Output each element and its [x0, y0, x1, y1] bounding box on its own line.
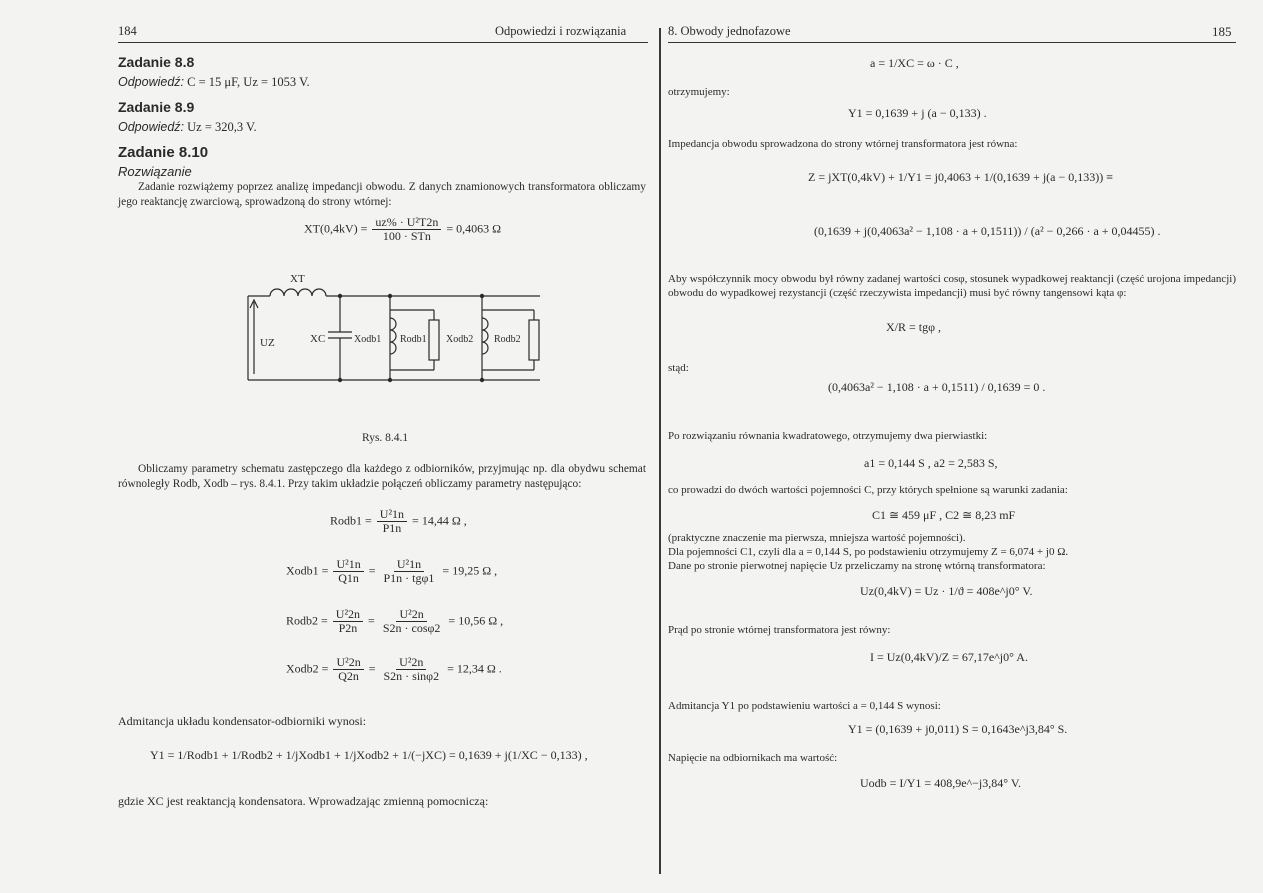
eq-x1-fraction-b [380, 558, 437, 585]
left-page-number: 184 [118, 24, 137, 38]
load1-resistor [429, 320, 439, 360]
label-xodb1: Xodb1 [354, 334, 382, 345]
eq-r1-num: U²1n [377, 508, 407, 522]
right-running-head: 8. Obwody jednofazowe [668, 24, 791, 38]
eq-x1-fraction-a [333, 558, 363, 585]
intro-paragraph: Zadanie rozwiążemy poprzez analizę impedancji obwodu. Z danych znamionowych transformatora obliczamy jego reaktancję zwarciową, sprowadzoną do strony wtórnej: [118, 181, 646, 208]
circuit-diagram [240, 262, 560, 402]
load2-resistor [529, 320, 539, 360]
figure-caption: Rys. 8.4.1 [362, 432, 409, 444]
load1-inductor [390, 318, 396, 354]
eq-x1-num1: U²1n [333, 558, 363, 572]
eq-r2-eq: = [368, 613, 375, 628]
equation-x1 [286, 558, 497, 585]
node-load1-top [388, 294, 392, 298]
equation-x2 [286, 656, 502, 683]
equation-y1-a: Y1 = 0,1639 + j (a − 0,133) . [848, 106, 987, 120]
label-xodb2: Xodb2 [446, 334, 474, 345]
eq-r1-result: = 14,44 Ω , [412, 513, 467, 528]
inductor-xt [270, 289, 326, 296]
task-8-9-title: Zadanie 8.9 [118, 99, 195, 115]
eq-xt-num: uz% · U²T2n [372, 216, 441, 230]
equation-z-line1: Z = jXT(0,4kV) + 1/Y1 = j0,4063 + 1/(0,1639 + j(a − 0,133)) ≡ [808, 170, 1114, 184]
equation-capacitances: C1 ≅ 459 μF , C2 ≅ 8,23 mF [872, 508, 1016, 522]
right-page [664, 0, 1263, 893]
eq-x1-eq: = [368, 563, 376, 578]
task-8-10-title: Zadanie 8.10 [118, 144, 209, 161]
answer-label: Odpowiedź: [118, 120, 185, 134]
eq-x1-result: = 19,25 Ω , [442, 563, 498, 578]
eq-x1-num2: U²1n [394, 558, 424, 572]
text-prad: Prąd po stronie wtórnej transformatora jest równy: [668, 624, 891, 636]
eq-r2-den1: P2n [338, 621, 358, 635]
load2-inductor [482, 318, 488, 354]
left-header-rule [118, 42, 648, 43]
equation-a: a = 1/XC = ω · C , [870, 56, 959, 70]
eq-r1-lhs: Rodb1 = [330, 513, 372, 528]
text-otrzymujemy: otrzymujemy: [668, 86, 730, 98]
text-co-prowadzi: co prowadzi do dwóch wartości pojemności C, przy których spełnione są warunki zadania: [668, 484, 1068, 496]
task-8-8-title: Zadanie 8.8 [118, 54, 195, 70]
answer-value: C = 15 μF, Uz = 1053 V. [187, 75, 310, 89]
task-8-10-subtitle: Rozwiązanie [118, 164, 192, 179]
admittance-intro: Admitancja układu kondensator-odbiorniki wynosi: [118, 714, 367, 728]
eq-x2-den1: Q2n [338, 669, 359, 683]
equation-roots: a1 = 0,144 S , a2 = 2,583 S, [864, 456, 998, 470]
eq-x2-den2: S2n · sinφ2 [383, 669, 440, 683]
eq-r2-num1: U²2n [333, 608, 363, 622]
answer-label: Odpowiedź: [118, 75, 185, 89]
page-gutter [659, 28, 661, 874]
parameters-paragraph: Obliczamy parametry schematu zastępczego dla każdego z odbiorników, przyjmując np. dla obydwu schemat równoległy Rodb, Xodb – rys. 8.4.1. Przy takim układzie połączeń obliczamy parametry następująco: [118, 463, 646, 490]
label-rodb2: Rodb2 [494, 334, 521, 345]
equation-uz: Uz(0,4kV) = Uz · 1/ϑ = 408e^j0° V. [860, 584, 1033, 598]
node-cap-top [338, 294, 342, 298]
eq-x1-den2: P1n · tgφ1 [383, 571, 435, 585]
equation-r1 [330, 508, 467, 535]
eq-xt-lhs: XT(0,4kV) = [304, 221, 368, 236]
eq-xt-fraction [372, 216, 441, 243]
label-xt: XT [290, 273, 305, 285]
equation-xr: X/R = tgφ , [886, 320, 942, 334]
eq-xt-result: = 0,4063 Ω [446, 221, 502, 236]
node-load2-bottom [480, 378, 484, 382]
equation-u-odb: Uodb = I/Y1 = 408,9e^−j3,84° V. [860, 776, 1021, 790]
equation-current: I = Uz(0,4kV)/Z = 67,17e^j0° A. [870, 650, 1028, 664]
right-page-number: 185 [1212, 24, 1232, 39]
eq-r2-fraction-a [333, 608, 363, 635]
equation-xt [304, 216, 501, 243]
text-dla-pojemnosci: Dla pojemności C1, czyli dla a = 0,144 S, po podstawieniu otrzymujemy Z = 6,074 + j0 Ω. [668, 546, 1069, 558]
power-factor-paragraph: Aby współczynnik mocy obwodu był równy zadanej wartości cosφ, stosunek wypadkowej reaktancji (część urojona impedancji) obwodu do wypadkowej rezystancji (część rzeczywista impedancji) musi być równy tangensowi kąta φ: [668, 273, 1236, 299]
text-admitancja: Admitancja Y1 po podstawieniu wartości a = 0,144 S wynosi: [668, 700, 941, 712]
eq-x2-result: = 12,34 Ω . [447, 661, 502, 676]
eq-r2-result: = 10,56 Ω , [448, 613, 504, 628]
eq-x2-num1: U²2n [333, 656, 363, 670]
eq-x2-eq: = [368, 661, 376, 676]
eq-r2-lhs: Rodb2 = [286, 613, 328, 628]
equation-quadratic: (0,4063a² − 1,108 · a + 0,1511) / 0,1639 = 0 . [828, 380, 1046, 394]
answer-value: Uz = 320,3 V. [187, 120, 257, 134]
task-8-9-answer [118, 120, 257, 135]
label-uz: UZ [260, 337, 275, 349]
text-impedancja: Impedancja obwodu sprowadzona do strony wtórnej transformatora jest równa: [668, 138, 1018, 150]
eq-r2-den2: S2n · cosφ2 [382, 621, 441, 635]
eq-x1-den1: Q1n [338, 571, 359, 585]
node-cap-bottom [338, 378, 342, 382]
equation-y1-value: Y1 = (0,1639 + j0,011) S = 0,1643e^j3,84° S. [848, 722, 1068, 736]
label-xc: XC [310, 333, 326, 345]
text-po-rozwiazaniu: Po rozwiązaniu równania kwadratowego, otrzymujemy dwa pierwiastki: [668, 430, 988, 442]
equation-z-line2: (0,1639 + j(0,4063a² − 1,108 · a + 0,1511)) / (a² − 0,266 · a + 0,04455) . [814, 224, 1161, 238]
node-load1-bottom [388, 378, 392, 382]
eq-x2-num2: U²2n [396, 656, 426, 670]
eq-x2-fraction-b [380, 656, 442, 683]
task-8-8-answer [118, 75, 310, 90]
label-rodb1: Rodb1 [400, 334, 427, 345]
text-dane-po-stronie: Dane po stronie pierwotnej napięcie Uz przeliczamy na stronę wtórną transformatora: [668, 560, 1046, 572]
eq-x1-lhs: Xodb1 = [286, 563, 329, 578]
text-praktyczne: (praktyczne znaczenie ma pierwsza, mniejsza wartość pojemności). [668, 532, 966, 544]
left-running-head: Odpowiedzi i rozwiązania [495, 24, 627, 38]
eq-x2-fraction-a [333, 656, 363, 683]
eq-r2-num2: U²2n [396, 608, 426, 622]
right-header-rule [668, 42, 1236, 43]
text-napiecie: Napięcie na odbiornikach ma wartość: [668, 752, 838, 764]
eq-r1-den: P1n [382, 521, 402, 535]
closing-text: gdzie XC jest reaktancją kondensatora. Wprowadzając zmienną pomocniczą: [118, 794, 489, 808]
eq-xt-den: 100 · STn [382, 229, 431, 243]
text-stad: stąd: [668, 362, 689, 374]
eq-x2-lhs: Xodb2 = [286, 661, 329, 676]
equation-y1: Y1 = 1/Rodb1 + 1/Rodb2 + 1/jXodb1 + 1/jXodb2 + 1/(−jXC) = 0,1639 + j(1/XC − 0,133) , [150, 748, 588, 762]
eq-r1-fraction [377, 508, 407, 535]
eq-r2-fraction-b [380, 608, 444, 635]
equation-r2 [286, 608, 503, 635]
node-load2-top [480, 294, 484, 298]
